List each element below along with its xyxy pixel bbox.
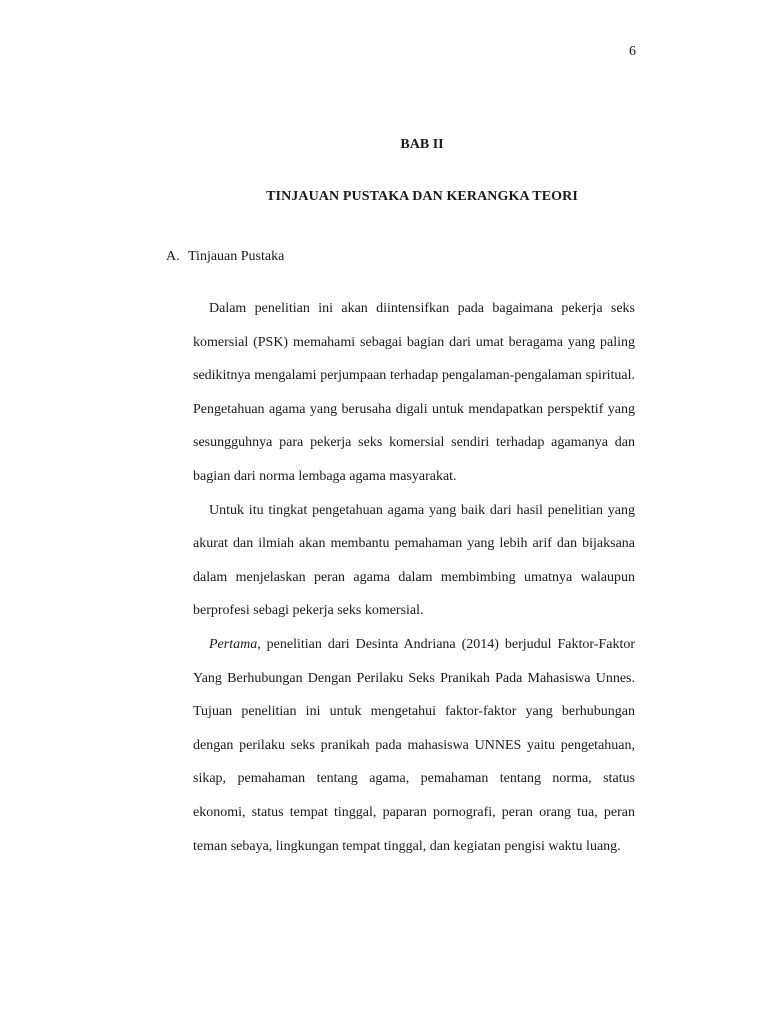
section-letter: A. <box>166 249 180 264</box>
chapter-label: BAB II <box>400 137 444 152</box>
paragraph-3 <box>193 628 635 863</box>
paragraph-3-text: , penelitian dari Desinta Andriana (2014) berjudul Faktor-Faktor Yang Berhubungan Dengan Perilaku Seks Pranikah Pada Mahasiswa Unnes. Tujuan penelitian ini untuk mengetahui faktor-faktor yang berhubungan dengan perilaku seks pranikah pada mahasiswa UNNES yaitu pengetahuan, sikap, pemahaman tentang agama, pemahaman tentang norma, status ekonomi, status tempat tinggal, paparan pornografi, peran orang tua, peran teman sebaya, lingkungan tempat tinggal, dan kegiatan pengisi waktu luang. <box>193 636 635 854</box>
section-title: Tinjauan Pustaka <box>188 249 285 264</box>
paragraph-3-italic-lead: Pertama <box>209 636 258 652</box>
body-text <box>193 292 635 863</box>
page-number: 6 <box>629 44 636 59</box>
paragraph-1: Dalam penelitian ini akan diintensifkan pada bagaimana pekerja seks komersial (PSK) memahami sebagai bagian dari umat beragama yang paling sedikitnya mengalami perjumpaan terhadap pengalaman-pengalaman spiritual. Pengetahuan agama yang berusaha digali untuk mendapatkan perspektif yang sesungguhnya para pekerja seks komersial sendiri terhadap agamanya dan bagian dari norma lembaga agama masyarakat. <box>193 301 635 484</box>
paragraph-2: Untuk itu tingkat pengetahuan agama yang baik dari hasil penelitian yang akurat dan ilmiah akan membantu pemahaman yang lebih arif dan bijaksana dalam menjelaskan peran agama dalam membimbing umatnya walaupun berprofesi sebagi pekerja seks komersial. <box>193 502 635 619</box>
chapter-title: TINJAUAN PUSTAKA DAN KERANGKA TEORI <box>266 189 578 204</box>
section-heading <box>166 249 284 265</box>
